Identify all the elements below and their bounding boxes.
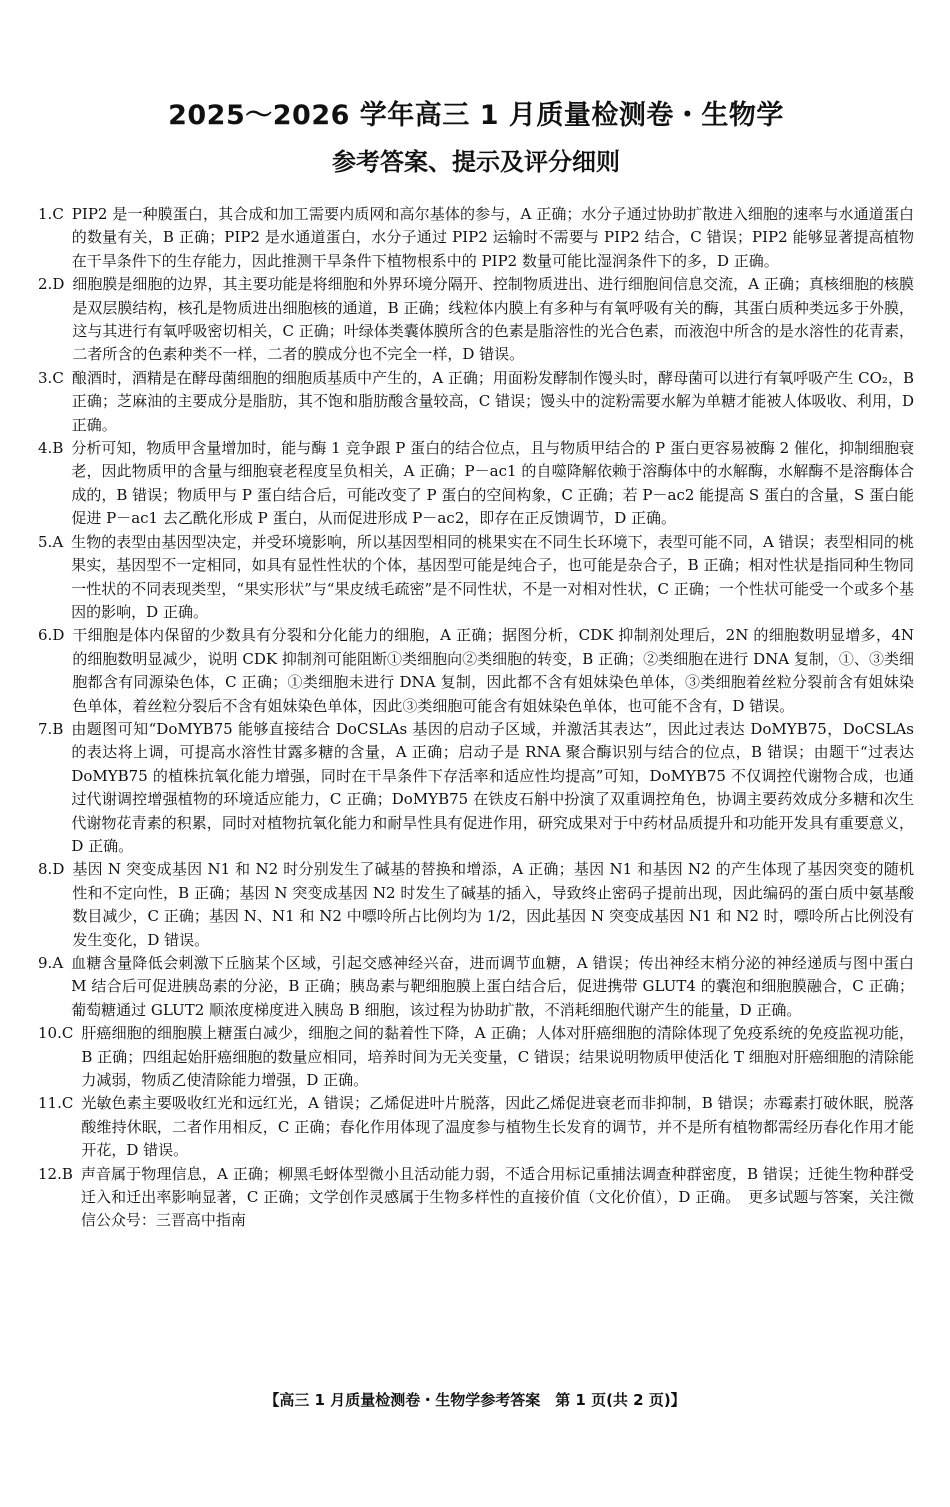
answer-choice: B <box>61 1164 73 1183</box>
answer-choice: C <box>61 1094 74 1113</box>
page-subtitle: 参考答案、提示及评分细则 <box>332 148 620 176</box>
answer-choice: D <box>52 275 65 294</box>
answer-item-2 <box>38 273 914 367</box>
answer-explanation: 肝癌细胞的细胞膜上糖蛋白减少，细胞之间的黏着性下降，A 正确；人体对肝癌细胞的清除体现了免疫系统的免疫监视功能，B 正确；四组起始肝癌细胞的数量应相同，培养时间为无关变量，C 错误；结果说明物质甲使活化 T 细胞对肝癌细胞的清除能力减弱，物质乙使清除能力增强，D 正确。 <box>81 1024 914 1090</box>
answer-explanation: 酿酒时，酒精是在酵母菌细胞的细胞质基质中产生的，A 正确；用面粉发酵制作馒头时，酵母菌可以进行有氧呼吸产生 CO₂，B 正确；芝麻油的主要成分是脂肪，其不饱和脂肪酸含量较高，C 错误；馒头中的淀粉需要水解为单糖才能被人体吸收、利用，D 正确。 <box>71 368 914 434</box>
answer-explanation: 生物的表型由基因型决定，并受环境影响，所以基因型相同的桃果实在不同生长环境下，表型可能不同，A 错误；表型相同的桃果实，基因型不一定相同，如具有显性性状的个体，基因型可能是纯合子，也可能是杂合子，B 正确；相对性状是指同种生物同一性状的不同表现类型，“果实形状”与“果皮绒毛疏密”是不同性状，不是一对相对性状，C 正确；一个性状可能受一个或多个基因的影响，D 正确。 <box>71 532 914 621</box>
answer-explanation: 血糖含量降低会刺激下丘脑某个区域，引起交感神经兴奋，进而调节血糖，A 错误；传出神经末梢分泌的神经递质与图中蛋白 M 结合后可促进胰岛素的分泌，B 正确；胰岛素与靶细胞膜上蛋白结合后，促进携带 GLUT4 的囊泡和细胞膜融合，C 正确；葡萄糖通过 GLUT2 顺浓度梯度进入胰岛 B 细胞，该过程为协助扩散，不消耗细胞代谢产生的能量，D 正确。 <box>71 954 914 1019</box>
answer-explanation: 光敏色素主要吸收红光和远红光，A 错误；乙烯促进叶片脱落，因此乙烯促进衰老而非抑制，B 错误；赤霉素打破休眠，脱落酸维持休眠，二者作用相反，C 正确；春化作用体现了温度参与植物生长发育的调节，并不是所有植物都需经历春化作用才能开花，D 错误。 <box>81 1094 914 1160</box>
answer-item-8 <box>38 858 914 952</box>
answer-number: 11. <box>38 1094 62 1113</box>
answer-number: 9. <box>38 954 53 972</box>
answer-explanation: 声音属于物理信息，A 正确；柳黑毛蚜体型微小且活动能力弱，不适合用标记重捕法调查种群密度，B 错误；迁徙生物种群受迁入和迁出率影响显著，C 正确；文学创作灵感属于生物多样性的直接价值（文化价值），D 正确。 更多试题与答案，关注微信公众号：三晋高中指南 <box>80 1164 914 1230</box>
answer-explanation: PIP2 是一种膜蛋白，其合成和加工需要内质网和高尔基体的参与，A 正确；水分子通过协助扩散进入细胞的速率与水通道蛋白的数量有关，B 正确；PIP2 是水通道蛋白，水分子通过 PIP2 运输时不需要与 PIP2 结合，C 错误；PIP2 能够显著提高植物在干旱条件下的生存能力，因此推测干旱条件下植物根系中的 PIP2 数量可能比湿润条件下的多，D 正确。 <box>71 205 914 270</box>
answer-item-3 <box>38 367 914 437</box>
answer-choice: A <box>52 954 64 972</box>
answer-item-7 <box>38 718 914 858</box>
answer-explanation: 细胞膜是细胞的边界，其主要功能是将细胞和外界环境分隔开、控制物质进出、进行细胞间信息交流，A 正确；真核细胞的核膜是双层膜结构，核孔是物质进出细胞核的通道，B 正确；线粒体内膜上有多种与有氧呼吸有关的酶，其蛋白质种类远多于外膜，这与其进行有氧呼吸密切相关，C 正确；叶绿体类囊体膜所含的色素是脂溶性的光合色素，而液泡中所含的是水溶性的花青素，二者所含的色素种类不一样，二者的膜成分也不完全一样，D 错误。 <box>72 275 914 364</box>
answer-item-4 <box>38 437 914 531</box>
answer-item-11 <box>38 1092 914 1162</box>
answer-choice: C <box>52 368 64 387</box>
answer-choice: D <box>52 626 65 645</box>
answer-explanation: 分析可知，物质甲含量增加时，能与酶 1 竞争跟 P 蛋白的结合位点，且与物质甲结合的 P 蛋白更容易被酶 2 催化，抑制细胞衰老，因此物质甲的含量与细胞衰老程度呈负相关，A 正确；P－ac1 的自噬降解依赖于溶酶体中的水解酶，水解酶不是溶酶体合成的，B 错误；物质甲与 P 蛋白结合后，可能改变了 P 蛋白的空间构象，C 正确；若 P－ac2 能提高 S 蛋白的含量，S 蛋白能促进 P－ac1 去乙酰化形成 P 蛋白，从而促进形成 P－ac2，即存在正反馈调节，D 正确。 <box>71 439 915 528</box>
answer-number: 4. <box>38 439 53 458</box>
answer-number: 1. <box>38 205 53 223</box>
answer-number: 3. <box>38 368 53 387</box>
answer-choice: B <box>52 439 64 458</box>
answer-explanation: 基因 N 突变成基因 N1 和 N2 时分别发生了碱基的替换和增添，A 正确；基因 N1 和基因 N2 的产生体现了基因突变的随机性和不定向性，B 正确；基因 N 突变成基因 N2 时发生了碱基的插入，导致终止密码子提前出现，因此编码的蛋白质中氨基酸数目减少，C 正确；基因 N、N1 和 N2 中嘌呤所占比例均为 1/2，因此基因 N 突变成基因 N1 和 N2 时，嘌呤所占比例没有发生变化，D 错误。 <box>72 860 914 949</box>
page-title: 2025～2026 学年高三 1 月质量检测卷・生物学 <box>168 100 784 131</box>
answer-number: 5. <box>38 532 53 551</box>
answer-item-6 <box>38 624 914 718</box>
answer-number: 6. <box>38 626 53 645</box>
answer-item-9 <box>38 952 914 1022</box>
answer-choice: C <box>61 1024 74 1043</box>
page-footer: 【高三 1 月质量检测卷・生物学参考答案 第 1 页(共 2 页)】 <box>264 1391 686 1409</box>
answer-choice: D <box>52 860 65 879</box>
answer-item-10 <box>38 1022 914 1092</box>
answer-item-5 <box>38 531 914 625</box>
answer-choice: A <box>52 532 64 551</box>
answer-item-12 <box>38 1163 914 1233</box>
answer-number: 10. <box>38 1024 62 1043</box>
answer-number: 8. <box>38 860 53 879</box>
answer-number: 12. <box>38 1164 62 1183</box>
answer-explanation: 干细胞是体内保留的少数具有分裂和分化能力的细胞，A 正确；据图分析，CDK 抑制剂处理后，2N 的细胞数明显增多，4N 的细胞数明显减少，说明 CDK 抑制剂可能阻断①类细胞向②类细胞的转变，B 正确；②类细胞在进行 DNA 复制，①、③类细胞都含有同源染色体，C 正确；①类细胞未进行 DNA 复制，因此都不含有姐妹染色单体，③类细胞着丝粒分裂前含有姐妹染色单体，着丝粒分裂后不含有姐妹染色单体，因此③类细胞可能含有姐妹染色单体，也可能不含有，D 错误。 <box>72 626 914 715</box>
answer-item-1 <box>38 203 914 273</box>
answer-number: 2. <box>38 275 53 294</box>
answer-number: 7. <box>38 719 53 738</box>
answer-explanation: 由题图可知“DoMYB75 能够直接结合 DoCSLAs 基因的启动子区域，并激活其表达”，因此过表达 DoMYB75，DoCSLAs 的表达将上调，可提高水溶性甘露多糖的含量，A 正确；启动子是 RNA 聚合酶识别与结合的位点，B 错误；由题干“过表达 DoMYB75 的植株抗氧化能力增强，同时在干旱条件下存活率和适应性均提高”可知，DoMYB75 不仅调控代谢物合成，也通过代谢调控增强植物的环境适应能力，C 正确；DoMYB75 在铁皮石斛中扮演了双重调控角色，协调主要药效成分多糖和次生代谢物花青素的积累，同时对植物抗氧化能力和耐旱性具有促进作用，研究成果对于中药材品质提升和功能开发具有重要意义，D 正确。 <box>71 719 914 855</box>
answer-choice: B <box>52 719 64 738</box>
answer-list <box>38 203 914 1233</box>
answer-choice: C <box>52 205 64 223</box>
